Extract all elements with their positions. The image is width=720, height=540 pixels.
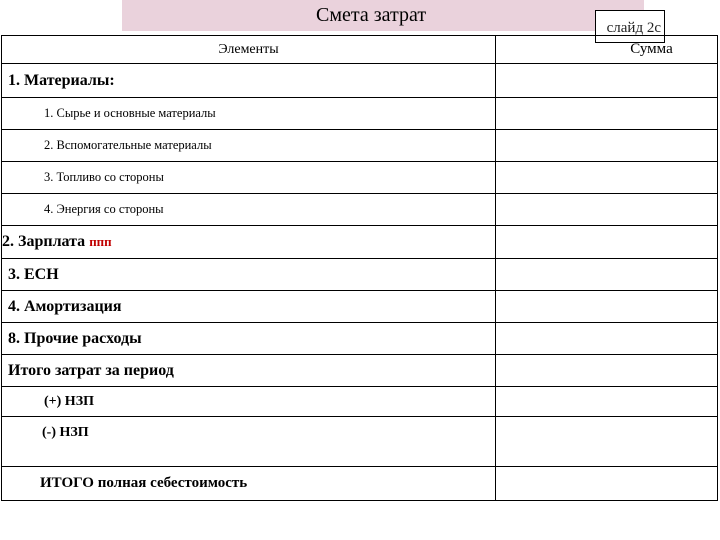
row-label: 1. Материалы: xyxy=(2,64,496,98)
row-label: 1. Сырье и основные материалы xyxy=(2,98,496,130)
row-amount[interactable] xyxy=(496,259,718,291)
table-row xyxy=(2,467,718,501)
table-row xyxy=(2,355,718,387)
table-row xyxy=(2,417,718,467)
row-amount[interactable] xyxy=(496,162,718,194)
row-amount[interactable] xyxy=(496,98,718,130)
row-label: 2. Вспомогательные материалы xyxy=(2,130,496,162)
row-label: (+) НЗП xyxy=(2,387,496,417)
row-amount[interactable] xyxy=(496,194,718,226)
table-header-row xyxy=(2,36,718,64)
row-label: 2. Зарплата xyxy=(2,233,86,250)
row-amount[interactable] xyxy=(496,226,718,259)
row-amount[interactable] xyxy=(496,64,718,98)
table-row xyxy=(2,162,718,194)
row-label: 3. ЕСН xyxy=(2,259,496,291)
row-label: Итого затрат за период xyxy=(2,355,496,387)
row-amount[interactable] xyxy=(496,387,718,417)
row-label: 3. Топливо со стороны xyxy=(2,162,496,194)
row-amount[interactable] xyxy=(496,323,718,355)
slide-number-label: слайд 2с xyxy=(595,10,665,43)
row-amount[interactable] xyxy=(496,130,718,162)
table-row xyxy=(2,291,718,323)
row-label-suffix: ппп xyxy=(89,234,112,249)
table-row xyxy=(2,98,718,130)
row-label: 4. Амортизация xyxy=(2,291,496,323)
table-row xyxy=(2,130,718,162)
slide-title: Смета затрат xyxy=(316,4,427,26)
table-row xyxy=(2,387,718,417)
table-row xyxy=(2,259,718,291)
cost-estimate-table xyxy=(1,35,718,501)
row-label: ИТОГО полная себестоимость xyxy=(2,467,496,501)
row-amount[interactable] xyxy=(496,355,718,387)
row-label: 8. Прочие расходы xyxy=(2,323,496,355)
table-row xyxy=(2,226,718,259)
table-row xyxy=(2,194,718,226)
table-row xyxy=(2,64,718,98)
row-label-cell xyxy=(2,226,496,259)
row-amount[interactable] xyxy=(496,291,718,323)
header-elements: Элементы xyxy=(2,36,496,64)
row-label: (-) НЗП xyxy=(2,417,496,467)
table-row xyxy=(2,323,718,355)
row-label: 4. Энергия со стороны xyxy=(2,194,496,226)
header-amount: Сумма xyxy=(496,36,718,64)
row-amount[interactable] xyxy=(496,417,718,467)
row-amount[interactable] xyxy=(496,467,718,501)
